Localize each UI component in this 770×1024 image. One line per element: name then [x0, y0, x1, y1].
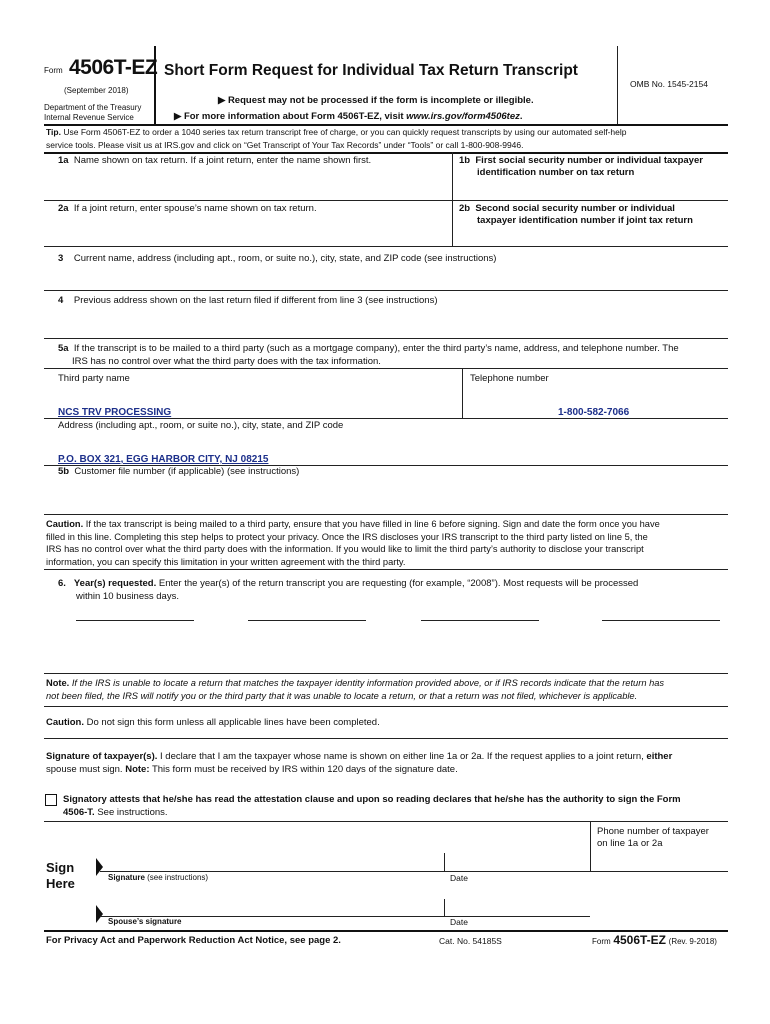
line-4-input[interactable] [44, 308, 728, 336]
line-1b-line2: identification number on tax return [477, 167, 635, 178]
year-input-1[interactable] [76, 620, 194, 621]
line-2b-line1: Second social security number or individual [475, 203, 675, 214]
sign-word: Sign [46, 860, 75, 875]
footer-form-id [592, 933, 717, 947]
line-6-label [58, 578, 728, 603]
phone-divider [590, 821, 591, 871]
signature-date-input[interactable] [446, 852, 588, 870]
form-revision: (September 2018) [64, 86, 129, 95]
signature-rule [100, 871, 728, 872]
tip-line2: service tools. Please visit us at IRS.gov and click on “Get Transcript of Your Tax Records” under “Tools” or call 1-800-908-9946. [46, 139, 524, 150]
header-divider-left [154, 46, 156, 124]
line-4-text: Previous address shown on the last return filed if different from line 3 (see instructions) [73, 295, 438, 306]
third-party-name-label: Third party name [58, 373, 130, 384]
third-party-name-value[interactable]: NCS TRV PROCESSING [58, 407, 172, 418]
signature-arrow-icon [96, 858, 103, 876]
attest-text [63, 794, 727, 819]
footer-form-word: Form [592, 937, 611, 946]
line-2a-text: If a joint return, enter spouse’s name shown on tax return. [73, 203, 317, 214]
phone-label-line1: Phone number of taxpayer [597, 826, 709, 837]
attest-line2-bold: 4506-T. [63, 806, 95, 818]
line-1b-label [459, 155, 703, 179]
form-label: Form [44, 66, 63, 75]
tip-line1: Use Form 4506T-EZ to order a 1040 series tax return transcript free of charge, or you can quickly request transcripts by using our automated self-help [63, 127, 627, 137]
phone-label-line2: on line 1a or 2a [597, 838, 663, 849]
line-6-text2: within 10 business days. [76, 590, 179, 602]
signature-label [108, 873, 208, 882]
footer-cat-number: Cat. No. 54185S [439, 936, 502, 946]
note-label: Note. [46, 678, 70, 688]
line-4-label [58, 295, 438, 306]
more-info-suffix: . [519, 111, 523, 122]
spouse-date-input[interactable] [446, 898, 588, 916]
third-party-divider [462, 368, 463, 418]
spouse-signature-input[interactable] [106, 898, 442, 916]
line-1a-label [58, 155, 371, 166]
line-1a-number: 1a [58, 155, 69, 166]
line-1b-line1: First social security number or individual taxpayer [475, 155, 703, 166]
signature-label-bold: Signature [108, 873, 145, 882]
line-1b-number: 1b [459, 155, 471, 166]
line-6-bottom-rule [44, 673, 728, 674]
note-paragraph [46, 677, 728, 702]
line-1a-input[interactable] [44, 168, 450, 198]
footer-privacy-notice: For Privacy Act and Paperwork Reduction Act Notice, see page 2. [46, 935, 341, 946]
caution-sign-bottom-rule [44, 738, 728, 739]
line-1-bottom-rule [44, 200, 728, 201]
line-1a-text: Name shown on tax return. If a joint return, enter the name shown first. [73, 155, 372, 166]
department-line2: Internal Revenue Service [44, 113, 134, 122]
line-5b-text: Customer file number (if applicable) (see instructions) [74, 466, 300, 477]
line-5a-number: 5a [58, 343, 69, 354]
attest-line1: Signatory attests that he/she has read the attestation clause and upon so reading declares that he/she has the authority to sign the Form [63, 794, 681, 805]
note-bottom-rule [44, 706, 728, 707]
caution-bottom-rule [44, 569, 728, 570]
header-divider-right [617, 46, 618, 124]
signature-declaration-label: Signature of taxpayer(s). [46, 751, 158, 762]
line-4-bottom-rule [44, 338, 728, 339]
line-1b-input[interactable] [454, 181, 726, 199]
signature-input[interactable] [106, 851, 442, 871]
line-5b-bottom-rule [44, 514, 728, 515]
line-5a-top-rule [44, 368, 728, 369]
form-title: Short Form Request for Individual Tax Return Transcript [164, 62, 578, 79]
line-2b-input[interactable] [454, 228, 726, 244]
line-4-number: 4 [58, 295, 64, 306]
attest-checkbox[interactable] [45, 794, 57, 806]
caution-sign-text: Do not sign this form unless all applicable lines have been completed. [86, 717, 380, 728]
caution-third-party [46, 518, 728, 568]
department-line1: Department of the Treasury [44, 103, 142, 112]
here-word: Here [46, 876, 75, 891]
caution-line1: If the tax transcript is being mailed to a third party, ensure that you have filled in line 6 before signing. Sign and date the form once you have [85, 519, 660, 529]
phone-label [597, 826, 709, 850]
omb-number: OMB No. 1545-2154 [630, 79, 708, 89]
line-6-title: Year(s) requested. [73, 578, 157, 589]
tip-label: Tip. [46, 127, 61, 137]
line-6-number: 6. [58, 578, 66, 589]
attest-bottom-rule [44, 821, 728, 822]
caution-line3: IRS has no control over what the third party does with the information. If you would like to limit the third party’s authority to disclose your transcript [46, 544, 644, 554]
line-5b-input[interactable] [44, 479, 728, 513]
more-info-url[interactable]: www.irs.gov/form4506tez [406, 111, 520, 122]
line-2b-number: 2b [459, 203, 471, 214]
address-value[interactable]: P.O. BOX 321, EGG HARBOR CITY, NJ 08215 [58, 454, 269, 465]
signature-declaration-note: Note: [125, 763, 150, 775]
line-3-bottom-rule [44, 290, 728, 291]
tip-paragraph [46, 126, 726, 151]
caution-label: Caution. [46, 519, 84, 529]
note-line2: not been filed, the IRS will notify you or the third party that it was unable to locate a return, or that a return was not filed, whichever is applicable. [46, 690, 638, 701]
signature-declaration-either: either [646, 751, 673, 762]
line-6-text1: Enter the year(s) of the return transcript you are requesting (for example, “2008”). Most requests will be processed [158, 578, 639, 589]
phone-input[interactable] [592, 852, 726, 870]
line-5a-line1: If the transcript is to be mailed to a third party (such as a mortgage company), enter the third party’s name, address, and telephone number. The [73, 343, 679, 354]
spouse-signature-label: Spouse’s signature [108, 917, 182, 926]
tip-bottom-rule [44, 152, 728, 154]
footer-form-number: 4506T-EZ [613, 933, 667, 947]
line-2b-label [459, 203, 693, 227]
more-info-prefix: ▶ For more information about Form 4506T-EZ, visit [174, 111, 407, 122]
line-3-text: Current name, address (including apt., room, or suite no.), city, state, and ZIP code (see instructions) [73, 253, 497, 264]
line-2a-number: 2a [58, 203, 69, 214]
line-2b-line2: taxpayer identification number if joint tax return [477, 215, 693, 226]
footer-top-rule [44, 930, 728, 932]
attest-line2-rest: See instructions. [97, 806, 168, 818]
line-5a-line2: IRS has no control over what the third party does with the tax information. [72, 355, 381, 367]
spouse-date-divider [444, 899, 445, 916]
signature-declaration-line2-pre: spouse must sign. [46, 763, 123, 775]
spouse-date-label: Date [450, 917, 468, 927]
footer-form-rev: (Rev. 9-2018) [668, 937, 717, 946]
address-label: Address (including apt., room, or suite no.), city, state, and ZIP code [58, 420, 344, 431]
third-party-name-rule [44, 418, 728, 419]
signature-declaration [46, 751, 728, 776]
line-2a-input[interactable] [44, 216, 450, 244]
line-2-bottom-rule [44, 246, 728, 247]
signature-declaration-line2-post: This form must be received by IRS within 120 days of the signature date. [151, 763, 458, 775]
header-note-more-info [174, 111, 523, 122]
telephone-value[interactable]: 1-800-582-7066 [558, 407, 630, 418]
line-5a-label [58, 343, 726, 368]
year-input-3[interactable] [421, 620, 539, 621]
signature-declaration-line1: I declare that I am the taxpayer whose name is shown on either line 1a or 2a. If the request applies to a joint return, [160, 751, 644, 762]
line-3-label [58, 253, 496, 264]
sign-here-label [46, 860, 75, 892]
form-number: 4506T-EZ [69, 56, 158, 79]
caution-sign [46, 717, 380, 728]
caution-line4: information, you can specify this limitation in your written agreement with the third party. [46, 556, 406, 567]
signature-hint: (see instructions) [147, 873, 209, 882]
line-3-input[interactable] [44, 266, 728, 288]
note-line1: If the IRS is unable to locate a return that matches the taxpayer identity information provided above, or if IRS records indicate that the return has [71, 678, 665, 688]
year-input-2[interactable] [248, 620, 366, 621]
telephone-label: Telephone number [470, 373, 549, 384]
signature-date-divider [444, 853, 445, 871]
signature-date-label: Date [450, 873, 468, 883]
spouse-arrow-icon [96, 905, 103, 923]
header-note-incomplete: ▶ Request may not be processed if the form is incomplete or illegible. [218, 95, 534, 106]
line-5b-number: 5b [58, 466, 70, 477]
line-5b-label [58, 466, 299, 477]
line-3-number: 3 [58, 253, 64, 264]
caution-sign-label: Caution. [46, 717, 84, 728]
year-input-4[interactable] [602, 620, 720, 621]
line-1-divider [452, 152, 453, 246]
line-2a-label [58, 203, 317, 214]
caution-line2: filled in this line. Completing this step helps to protect your privacy. Once the IRS discloses your IRS transcript to the third party listed on line 5, the [46, 531, 648, 542]
